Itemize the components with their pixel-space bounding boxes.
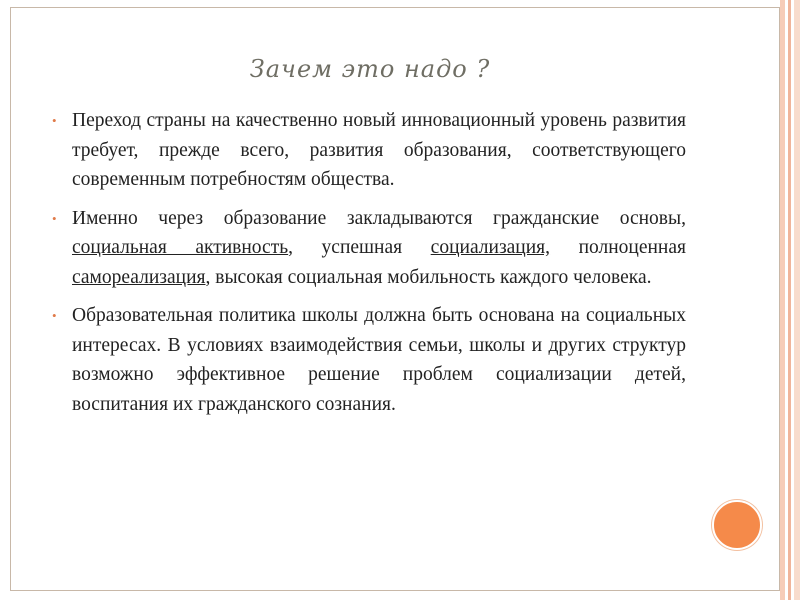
bullet-icon: • — [52, 308, 57, 323]
slide-body — [48, 106, 686, 428]
underlined-term: самореализация — [72, 266, 206, 288]
bullet-icon: • — [52, 113, 57, 128]
text-run: Образовательная политика школы должна быть основана на социальных интересах. В условиях взаимодействия семьи, школы и других структур возможно эффективное решение проблем социализации детей, воспитания их гражданского сознания. — [72, 305, 686, 415]
bullet-text — [72, 110, 686, 190]
text-run: полноценная — [550, 237, 686, 258]
bullet-icon: • — [52, 210, 57, 226]
decorative-stripes — [780, 0, 800, 600]
slide-title: Зачем это надо ? — [249, 55, 491, 83]
bullet-item — [48, 204, 686, 293]
bullet-item — [48, 106, 686, 195]
underlined-term: социализация, — [430, 237, 551, 258]
bullet-text — [72, 208, 686, 288]
text-run: , высокая социальная мобильность каждого человека. — [205, 266, 652, 288]
bullet-item — [48, 301, 686, 419]
text-run: Именно через образование закладываются гражданские основы, — [72, 207, 686, 229]
underlined-term: социальная активность — [72, 237, 289, 258]
decorative-circle — [712, 500, 762, 550]
text-run: Переход страны на качественно новый инновационный уровень развития требует, прежде всего, развития образования, соответствующего современным потребностям общества. — [72, 110, 686, 190]
text-run: , успешная — [288, 237, 431, 258]
bullet-text — [72, 305, 686, 415]
